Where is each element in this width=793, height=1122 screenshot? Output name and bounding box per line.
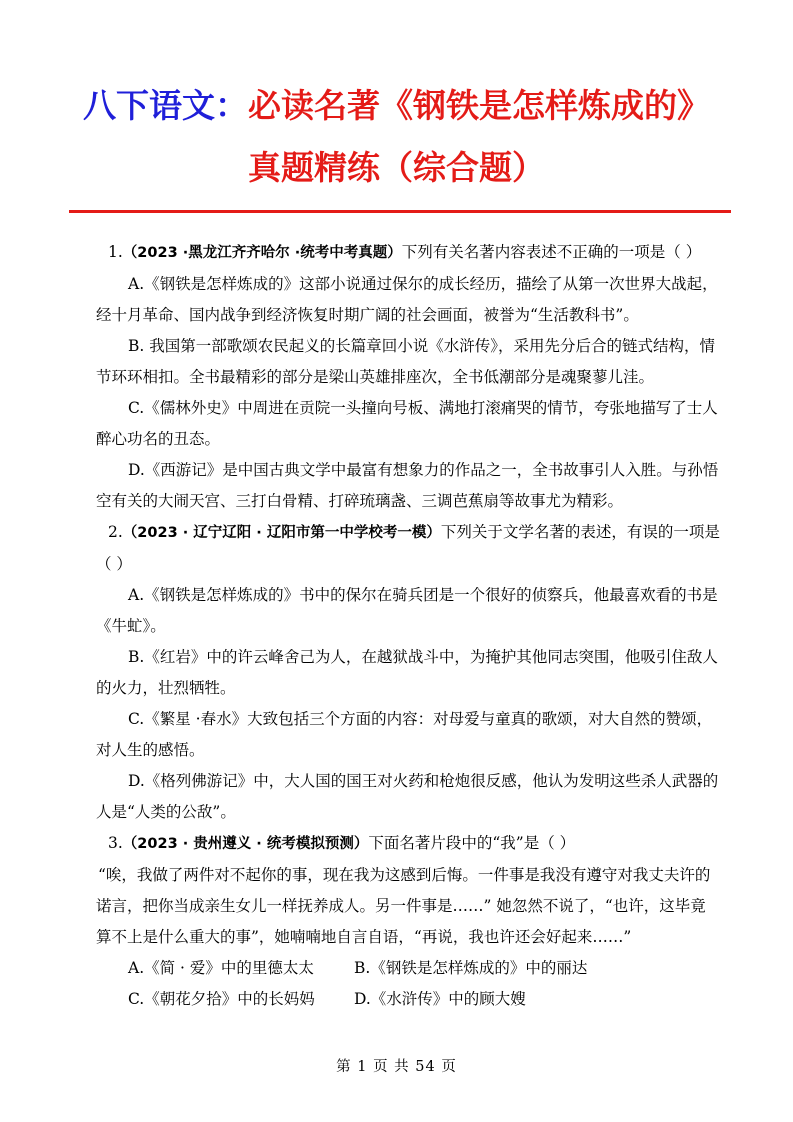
question-2-option-d: D.《格列佛游记》中，大人国的国王对火药和枪炮很反感，他认为发明这些杀人武器的人是“人类的公敌”。 [96, 772, 719, 821]
question-3-choice-c: C.《朝花夕拾》中的长妈妈 [128, 990, 315, 1008]
question-3-choice-d: D.《水浒传》中的顾大嫂 [354, 990, 526, 1008]
document-title-line2: 真题精练（综合题） [248, 148, 545, 187]
question-2-option-b: B.《红岩》中的许云峰舍己为人，在越狱战斗中，为掩护其他同志突围，他吸引住敌人的火力，壮烈牺牲。 [96, 648, 718, 697]
question-3-number: 3. [108, 834, 123, 852]
question-1-source: （2023 ·黑龙江齐齐哈尔 ·统考中考真题） [122, 245, 402, 261]
title-book-name: 必读名著《钢铁是怎样炼成的》 [248, 86, 710, 125]
question-1-option-c: C.《儒林外史》中周进在贡院一头撞向号板、满地打滚痛哭的情节，夸张地描写了士人醉心功名的丑态。 [96, 399, 718, 448]
question-1-option-d: D.《西游记》是中国古典文学中最富有想象力的作品之一，全书故事引人入胜。与孙悟空有关的大闹天宫、三打白骨精、打碎琉璃盏、三调芭蕉扇等故事尤为精彩。 [96, 461, 719, 510]
page-number-footer: 第 1 页 共 54 页 [336, 1059, 457, 1075]
question-3-choice-b: B.《钢铁是怎样炼成的》中的丽达 [354, 959, 588, 977]
question-2-stem: 下列关于文学名著的表述，有误的一项是（ ） [96, 523, 720, 573]
question-3-choices-row-2 [96, 984, 720, 1015]
question-1-option-a: A.《钢铁是怎样炼成的》这部小说通过保尔的成长经历，描绘了从第一次世界大战起，经十月革命、国内战争到经济恢复时期广阔的社会画面，被誉为“生活教科书”。 [96, 275, 718, 324]
question-1-option-b: B. 我国第一部歌颂农民起义的长篇章回小说《水浒传》，采用先分后合的链式结构，情节环环相扣。全书最精彩的部分是梁山英雄排座次，全书低潮部分是魂聚蓼儿洼。 [96, 337, 715, 386]
question-list [96, 237, 720, 1015]
document-title-line1 [0, 86, 793, 126]
question-3-stem: 下面名著片段中的“我”是（ ） [368, 834, 576, 852]
question-3-choices-row-1 [96, 953, 720, 984]
question-2-option-c: C.《繁星 ·春水》大致包括三个方面的内容：对母爱与童真的歌颂，对大自然的赞颂，对人生的感悟。 [96, 710, 713, 759]
question-2-number: 2. [108, 523, 123, 541]
question-1-number: 1. [108, 243, 123, 261]
question-3-passage: “唉，我做了两件对不起你的事，现在我为这感到后悔。一件事是我没有遵守对我丈夫许的诺言，把你当成亲生女儿一样抚养成人。另一件事是……” 她忽然不说了，“也许，这毕竟算不上是什么重大的事”，她喃喃地自言自语，“再说，我也许还会好起来……” [96, 866, 711, 946]
question-2 [96, 517, 720, 580]
question-1-stem: 下列有关名著内容表述不正确的一项是（ ） [401, 243, 702, 261]
question-2-source: （2023 · 辽宁辽阳 · 辽阳市第一中学校考一模） [122, 525, 441, 541]
question-2-option-a: A.《钢铁是怎样炼成的》书中的保尔在骑兵团是一个很好的侦察兵，他最喜欢看的书是《牛虻》。 [96, 586, 718, 635]
question-3-choice-a: A.《简 · 爱》中的里德太太 [128, 959, 314, 977]
question-1 [96, 237, 720, 269]
title-grade-subject: 八下语文： [83, 86, 248, 125]
title-divider [69, 210, 731, 213]
question-3-source: （2023 · 贵州遵义 · 统考模拟预测） [122, 836, 369, 852]
question-3 [96, 828, 720, 860]
